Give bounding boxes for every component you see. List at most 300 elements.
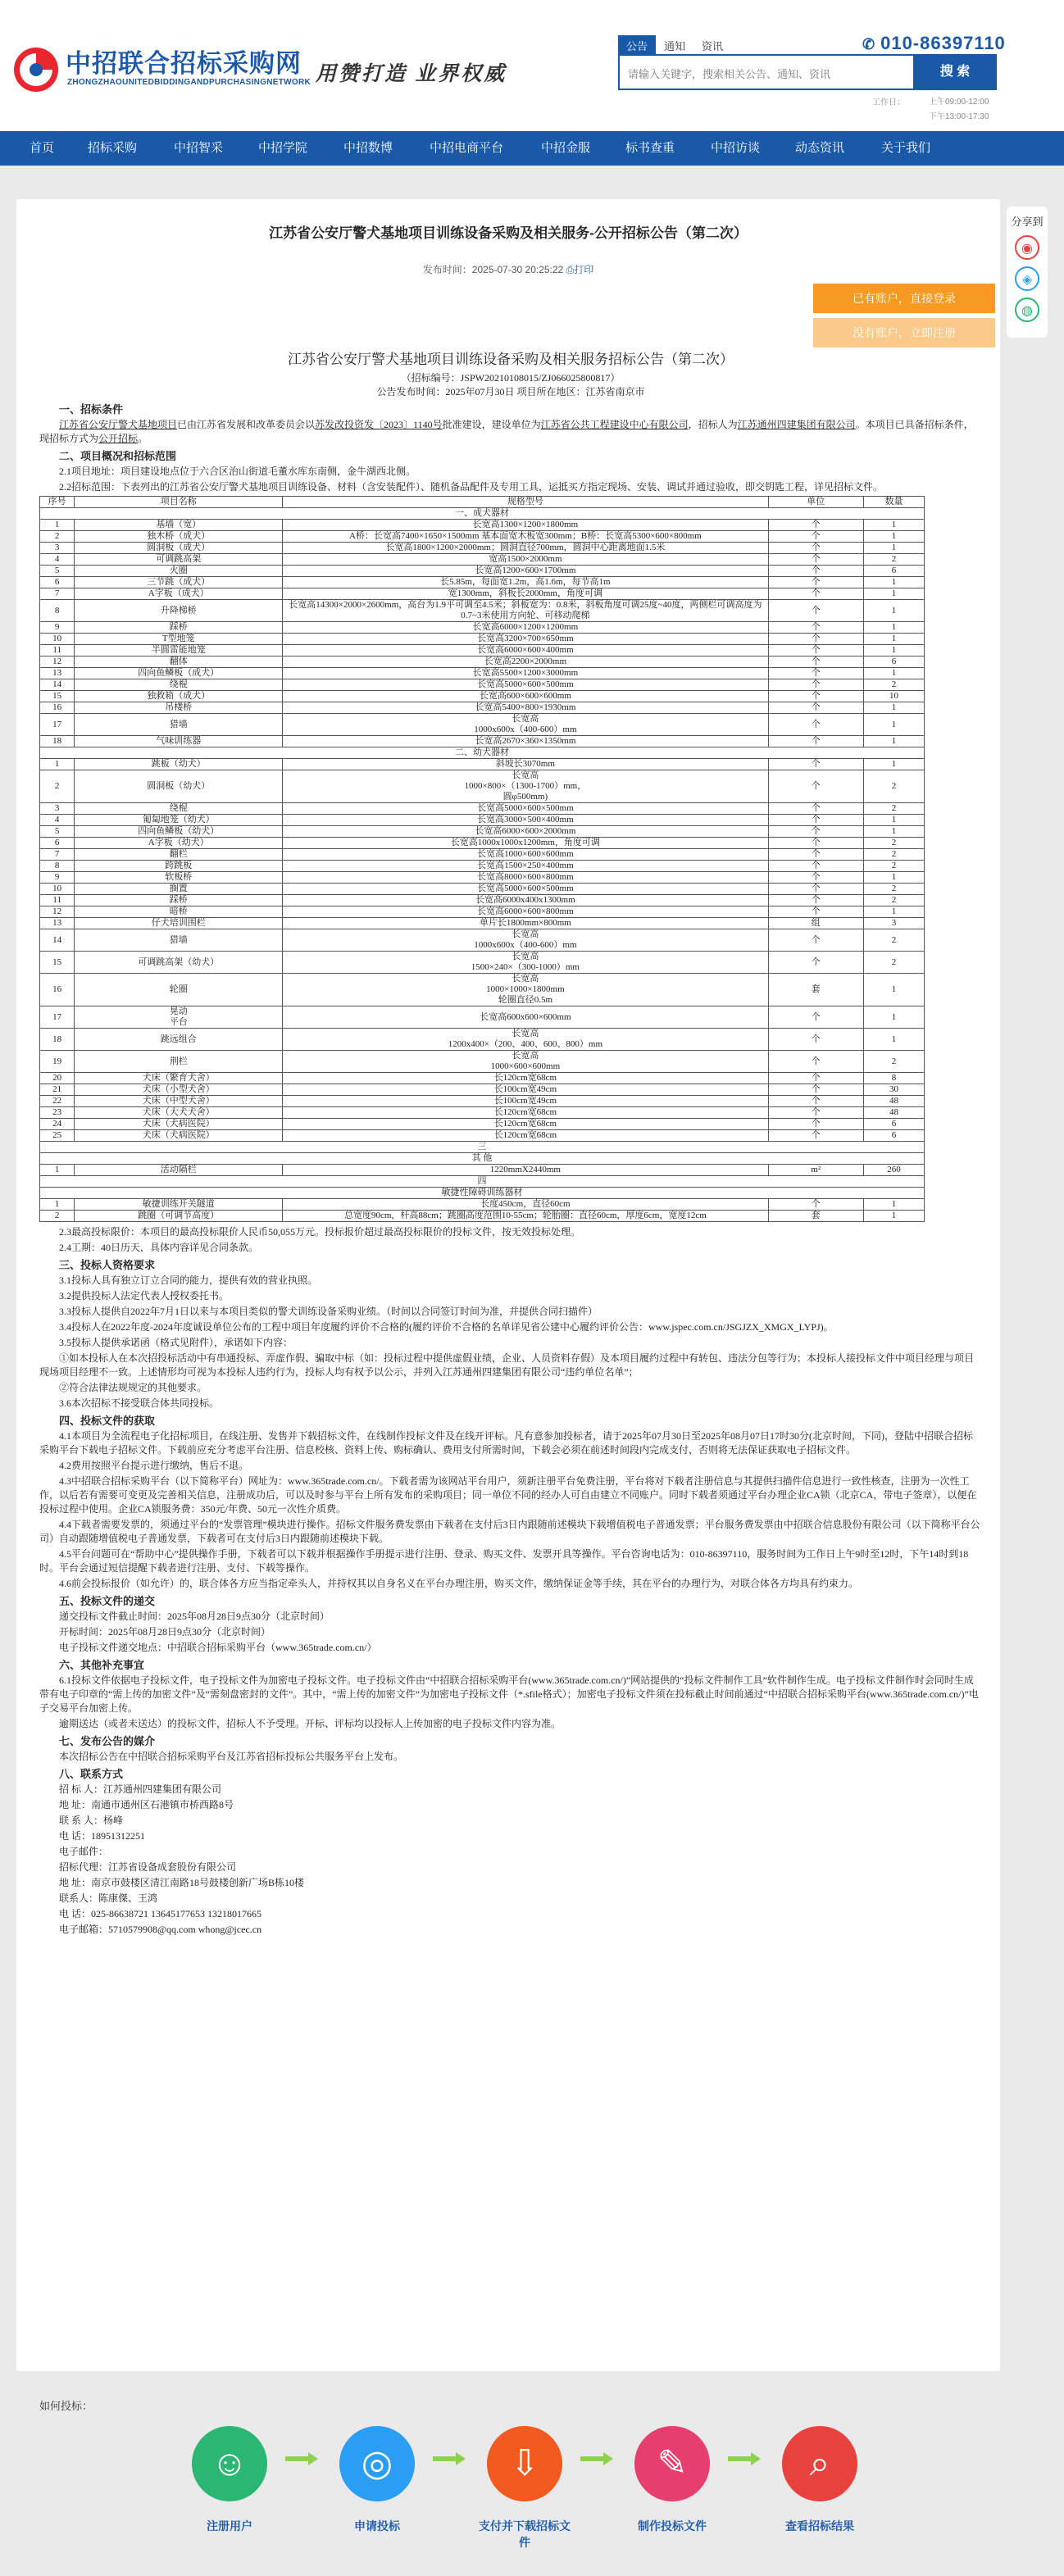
print-link[interactable]: 打印	[574, 264, 594, 275]
table-cell: 猎墙	[75, 714, 283, 736]
table-cell: 荆栏	[75, 1051, 283, 1073]
logo-icon	[11, 45, 61, 94]
table-cell: 长宽高1000×600×600mm	[283, 849, 768, 861]
table-cell: 长宽高5000×600×500mm	[283, 803, 768, 815]
logo-subtitle: ZHONGZHAOUNITEDBIDDINGANDPURCHASINGNETWORK	[67, 78, 311, 87]
table-cell: 长100cm宽49cm	[283, 1084, 768, 1096]
table-cell: 个	[768, 1130, 863, 1142]
table-cell: 21	[40, 1084, 75, 1096]
table-cell: 1	[863, 736, 924, 747]
flow-step-label: 注册用户	[207, 2519, 252, 2533]
table-cell: 长宽高6000x400x1300mm	[283, 895, 768, 906]
section-1-title: 一、招标条件	[59, 403, 124, 416]
table-cell: 17	[40, 714, 75, 736]
table-cell: 个	[768, 520, 863, 531]
flow-step-label: 制作投标文件	[638, 2519, 707, 2533]
contact-line: 电子邮箱：5710579908@qq.com whong@jcec.cn	[59, 1924, 262, 1935]
table-row	[40, 838, 925, 849]
wechat-icon[interactable]: ◍	[1015, 298, 1039, 322]
table-cell: 1	[863, 531, 924, 543]
section-6-title: 六、其他补充事宜	[59, 1659, 145, 1671]
worktime-label: 工作日：	[872, 98, 905, 107]
table-cell: 基墙（宽）	[75, 520, 283, 531]
table-cell: 2	[863, 952, 924, 974]
table-cell: 单片长1800mm×800mm	[283, 918, 768, 929]
table-cell: 1	[863, 815, 924, 826]
arrow-right-icon	[728, 2452, 761, 2465]
section-label: 四	[40, 1176, 925, 1188]
table-cell: 长宽高6000×600×2000mm	[283, 826, 768, 838]
nav-checker[interactable]: 标书查重	[625, 141, 675, 155]
table-cell: 个	[768, 566, 863, 577]
table-cell: 长宽高 1200x400×（200、400、600、800）mm	[283, 1029, 768, 1051]
flow-step-icon: ✎	[634, 2426, 710, 2501]
table-cell: 犬床（犬病医院）	[75, 1119, 283, 1130]
section-5-title: 五、投标文件的递交	[59, 1595, 156, 1607]
table-cell: 翻栏	[75, 849, 283, 861]
table-cell: 个	[768, 600, 863, 622]
flow-step-label: 查看招标结果	[785, 2519, 854, 2533]
table-cell: 19	[40, 1051, 75, 1073]
table-cell: 跳圈（可调节高度）	[75, 1211, 283, 1222]
table-cell: 猎墙	[75, 929, 283, 952]
table-row	[40, 554, 925, 566]
print-icon[interactable]: ⎙	[566, 264, 575, 275]
get-4-3: 4.3中招联合招标采购平台（以下简称平台）网址为：www.365trade.com.cn/。下载者需为该网站平台用户，须新注册平台免费注册，平台将对下载者注册信息与其提供扫描件信息进行一致性核查，注册为一次性工作，以后若有需要可变更及完善相关信息，注册成功后，可以及时参与平台上所有发布的采购项目；同一单位不同的经办人可自由建立不同账户。同时下载者须通过平台办理企业CA锁（北京CA，带电子签章），以便在投标过程中使用。企业CA锁服务费：350元/年费、50元一次性介质费。	[39, 1475, 977, 1515]
table-cell: 独救箱（成犬）	[75, 691, 283, 702]
table-cell: 个	[768, 1029, 863, 1051]
section-label: 敏捷性障碍训练器材	[40, 1188, 925, 1199]
table-row	[40, 1165, 925, 1176]
req-3-5-a: ①如本投标人在本次招投标活动中有串通投标、弄虚作假、骗取中标（如：投标过程中提供虚假业绩，企业、人员资料存假）及本项目履约过程中有转包、违法分包等行为；本投标人接投标文件中项目经理与项目现场项目经理不一致。上述情形均可视为本投标人违约行为，投标人均有权予以公示，并列入江苏通州四建集团有限公司“违约单位名单”；	[39, 1352, 975, 1378]
nav-databo[interactable]: 中招数博	[343, 141, 393, 155]
table-cell: 个	[768, 838, 863, 849]
req-3-5: 3.5投标人提供承诺函（格式见附件），承诺如下内容：	[59, 1337, 293, 1348]
req-3-5-b: ②符合法律法规规定的其他要求。	[59, 1382, 207, 1393]
table-cell: 3	[40, 803, 75, 815]
table-section-row	[40, 1142, 925, 1153]
table-row	[40, 668, 925, 679]
table-cell: 长120cm宽68cm	[283, 1130, 768, 1142]
table-cell: 11	[40, 895, 75, 906]
table-cell: 个	[768, 1107, 863, 1119]
table-cell: 宽高1500×2000mm	[283, 554, 768, 566]
table-cell: 1	[863, 1006, 924, 1029]
table-cell: 15	[40, 691, 75, 702]
table-cell: 2	[40, 770, 75, 803]
table-cell: 3	[40, 543, 75, 554]
table-cell: 长宽高5000×600×500mm	[283, 884, 768, 895]
table-row	[40, 634, 925, 645]
req-3-6: 3.6本次招标不接受联合体共同投标。	[59, 1397, 220, 1409]
table-cell: 2	[863, 679, 924, 691]
table-section-row	[40, 1176, 925, 1188]
req-3-3: 3.3投标人提供自2022年7月1日以来与本项目类似的警犬训练设备采购业绩。（时间以合同签订时间为准，并提供合同扫描件）	[59, 1306, 598, 1317]
table-cell: 1220mmX2440mm	[283, 1165, 768, 1176]
table-cell: 套	[768, 1211, 863, 1222]
table-cell: 17	[40, 1006, 75, 1029]
table-cell: 长宽高3200×700×650mm	[283, 634, 768, 645]
section-label: 三	[40, 1142, 925, 1153]
table-cell: 1	[863, 577, 924, 588]
section-label: 其 他	[40, 1153, 925, 1165]
table-cell: 个	[768, 736, 863, 747]
table-cell: 8	[40, 861, 75, 872]
deadline: 递交投标文件截止时间：2025年08月28日9点30分（北京时间）	[59, 1611, 330, 1622]
phone-icon: ✆	[862, 36, 876, 52]
table-row	[40, 588, 925, 600]
table-cell: 踩桥	[75, 622, 283, 634]
login-button[interactable]: 已有账户，直接登录	[813, 284, 995, 313]
table-row	[40, 656, 925, 668]
table-cell: 个	[768, 1096, 863, 1107]
table-cell: 跳板（幼犬）	[75, 759, 283, 770]
get-4-5: 4.5平台问题可在“帮助中心”提供操作手册，下载者可以下载并根据操作手册提示进行注册、登录、购买文件、发票开具等操作。平台咨询电话为：010-86397110，服务时间为工作日上午9时至12时，下午14时到18时。平台会通过短信提醒下载者进行注册、支付、下载等操作。	[39, 1548, 969, 1574]
nav-home[interactable]: 首页	[30, 141, 55, 155]
table-cell: 长宽高3000×500×400mm	[283, 815, 768, 826]
table-cell: 5	[40, 826, 75, 838]
table-cell: 个	[768, 826, 863, 838]
table-row	[40, 531, 925, 543]
table-cell: 四向鱼鳞板（成犬）	[75, 668, 283, 679]
table-cell: 个	[768, 770, 863, 803]
table-row	[40, 691, 925, 702]
table-cell: 14	[40, 679, 75, 691]
flow-label: 如何投标：	[39, 2400, 93, 2412]
get-4-4: 4.4下载者需要发票的，须通过平台的“发票管理”模块进行操作。招标文件服务费发票由下载者在支付后3日内跟随前述模块下载增值税电子普通发票；平台服务费发票由中招联合信息股份有限公司（以下简称平台公司）自动跟随增值税电子普通发票，下载者可在支付后3日内跟随前述模块下载。	[39, 1519, 980, 1544]
table-row	[40, 826, 925, 838]
table-cell: 个	[768, 884, 863, 895]
table-cell: 长宽高1000x1000x1200mm，角度可调	[283, 838, 768, 849]
table-cell: 1	[863, 588, 924, 600]
table-cell: 14	[40, 929, 75, 952]
other-6-1: 6.1投标文件依据电子投标文件，电子投标文件为加密电子投标文件。电子投标文件由“中招联合招标采购平台(www.365trade.com.cn/)”网站提供的“投标文件制作工具”软件制作生成。电子投标文件制作时会同时生成带有电子印章的“需上传的加密文件”及“需刻盘密封的文件”。其中，“需上传的加密文件”为加密电子投标文件（*.sfile格式）；加密电子投标文件须在投标截止时间前通过“中招联合招标采购平台(www.365trade.com.cn/)”电子交易平台加密上传。	[39, 1674, 979, 1714]
table-cell: 个	[768, 929, 863, 952]
table-cell: A字板（幼犬）	[75, 838, 283, 849]
table-row	[40, 872, 925, 884]
table-cell: 长宽高 1000x600x（400-600）mm	[283, 929, 768, 952]
search-tab-inform[interactable]: 通知	[664, 40, 686, 52]
col-item: 项目名称	[75, 497, 283, 508]
main-nav	[0, 131, 1064, 166]
flow-step[interactable]	[475, 2426, 574, 2551]
table-cell: 2	[863, 803, 924, 815]
table-cell: 2	[863, 929, 924, 952]
table-cell: 个	[768, 645, 863, 656]
duration: 2.4工期：40日历天，具体内容详见合同条款。	[59, 1242, 259, 1253]
table-cell: 敏捷训练开关隧道	[75, 1199, 283, 1211]
table-cell: 犬床（中型犬舍）	[75, 1096, 283, 1107]
table-cell: 个	[768, 656, 863, 668]
table-cell: 长宽高 1000×600×600mm	[283, 1051, 768, 1073]
nav-academy[interactable]: 中招学院	[258, 141, 308, 155]
slogan: 用赞打造 业界权威	[316, 63, 507, 85]
req-3-2: 3.2提供投标人法定代表人授权委托书。	[59, 1290, 230, 1302]
col-no: 序号	[40, 497, 75, 508]
table-cell: 长宽高1200×600×1700mm	[283, 566, 768, 577]
table-row	[40, 577, 925, 588]
table-row	[40, 770, 925, 803]
logo-title: 中招联合招标采购网	[66, 49, 302, 78]
table-cell: 长宽高 1500×240×（300-1000）mm	[283, 952, 768, 974]
table-row	[40, 1006, 925, 1029]
table-row	[40, 1084, 925, 1096]
table-cell: 长宽高8000×600×800mm	[283, 872, 768, 884]
table-cell: 13	[40, 918, 75, 929]
table-row	[40, 736, 925, 747]
table-cell: 个	[768, 803, 863, 815]
table-cell: 个	[768, 1073, 863, 1084]
table-cell: 11	[40, 645, 75, 656]
table-row	[40, 759, 925, 770]
table-row	[40, 803, 925, 815]
table-cell: 3	[863, 918, 924, 929]
table-cell: 2	[863, 849, 924, 861]
table-cell: 个	[768, 1084, 863, 1096]
table-cell: 18	[40, 736, 75, 747]
table-cell: 活动隔栏	[75, 1165, 283, 1176]
qq-icon[interactable]: ◈	[1015, 266, 1039, 291]
col-spec: 规格型号	[283, 497, 768, 508]
nav-finance[interactable]: 中招金服	[541, 141, 591, 155]
nav-news[interactable]: 动态资讯	[795, 141, 845, 155]
table-cell: 16	[40, 974, 75, 1006]
table-cell: 个	[768, 622, 863, 634]
contact-line: 招标代理：江苏省设备成套股份有限公司	[59, 1861, 237, 1873]
table-cell: 10	[40, 884, 75, 895]
nav-interview[interactable]: 中招访谈	[711, 141, 761, 155]
table-row	[40, 952, 925, 974]
search-tab-news[interactable]: 资讯	[702, 40, 724, 52]
worktime	[929, 95, 989, 125]
table-row	[40, 566, 925, 577]
table-cell: 30	[863, 1084, 924, 1096]
table-cell: 长宽高2670×360×1350mm	[283, 736, 768, 747]
table-cell: 犬床（繁育犬舍）	[75, 1073, 283, 1084]
contact-line: 联 系 人：杨峰	[59, 1815, 124, 1826]
table-cell: 匍匐地笼（幼犬）	[75, 815, 283, 826]
table-cell: 个	[768, 679, 863, 691]
table-section-row	[40, 747, 925, 759]
table-cell: 9	[40, 872, 75, 884]
table-cell: 跨跳板	[75, 861, 283, 872]
contact-line: 电 话：025-86638721 13645177653 13218017665	[59, 1908, 261, 1920]
table-cell: 长宽高6000×600×400mm	[283, 645, 768, 656]
table-cell: 个	[768, 872, 863, 884]
flow-step[interactable]	[180, 2426, 279, 2534]
table-row	[40, 1199, 925, 1211]
table-cell: 长度450cm，直径60cm	[283, 1199, 768, 1211]
table-cell: 2	[40, 1211, 75, 1222]
table-row	[40, 1029, 925, 1051]
table-cell: A桥：长宽高7400×1650×1500mm 基本面宽木板宽300mm；B桥：长宽高5300×600×800mm	[283, 531, 768, 543]
table-cell: A字板（成犬）	[75, 588, 283, 600]
table-cell: 9	[40, 622, 75, 634]
table-cell: 15	[40, 952, 75, 974]
table-cell: 1	[863, 906, 924, 918]
table-cell: 总宽度90cm，杆高88cm；跳圈高度范围10-55cm；轮胎圈：直径60cm，厚度6cm，宽度12cm	[283, 1211, 768, 1222]
table-cell: 软板桥	[75, 872, 283, 884]
req-3-1: 3.1投标人具有独立订立合同的能力，提供有效的营业执照。	[59, 1274, 318, 1286]
flow-step-label: 支付并下载招标文件	[479, 2519, 571, 2549]
price-limit: 2.3最高投标限价：本项目的最高投标限价人民币50,055万元。投标报价超过最高投标限价的投标文件，按无效投标处理。	[59, 1226, 581, 1238]
contact-line: 招 标 人：江苏通州四建集团有限公司	[59, 1783, 222, 1795]
flow-step[interactable]	[771, 2426, 869, 2534]
table-section-row	[40, 1188, 925, 1199]
register-button[interactable]: 没有账户，立即注册	[813, 318, 995, 348]
table-cell: 暗桥	[75, 906, 283, 918]
flow-step-label: 申请投标	[354, 2519, 400, 2533]
table-cell: 长宽高1300×1200×1800mm	[283, 520, 768, 531]
table-cell: 2	[863, 861, 924, 872]
search-input[interactable]: 请输入关键字，搜索相关公告、通知、资讯	[618, 54, 962, 90]
nav-ecommerce[interactable]: 中招电商平台	[430, 141, 504, 155]
table-cell: 1	[863, 622, 924, 634]
table-cell: 个	[768, 815, 863, 826]
table-cell: 火圈	[75, 566, 283, 577]
table-cell: 8	[40, 600, 75, 622]
table-cell: 4	[40, 815, 75, 826]
section-3-title: 三、投标人资格要求	[59, 1259, 156, 1271]
worktime-am: 上午09:00-12:00	[929, 98, 989, 107]
table-row	[40, 1130, 925, 1142]
table-cell: 1	[863, 1211, 924, 1222]
table-cell: 长宽高5000×600×500mm	[283, 679, 768, 691]
table-cell: 1	[863, 702, 924, 714]
table-row	[40, 600, 925, 622]
nav-bidding[interactable]: 招标采购	[88, 141, 138, 155]
page-title: 江苏省公安厅警犬基地项目训练设备采购及相关服务-公开招标公告（第二次）	[269, 225, 748, 241]
table-cell: 1	[863, 974, 924, 1006]
table-cell: 长宽高2200×2000mm	[283, 656, 768, 668]
table-cell: 踩桥	[75, 895, 283, 906]
section-2-title: 二、项目概况和招标范围	[59, 450, 177, 462]
table-cell: 仔犬培训围栏	[75, 918, 283, 929]
table-cell: 6	[40, 577, 75, 588]
table-cell: 跳远组合	[75, 1029, 283, 1051]
table-cell: 绕棍	[75, 679, 283, 691]
section-1-text: 江苏省公安厅警犬基地项目已由江苏省发展和改革委员会以苏发改投资发〔2023〕1140号批准建设，建设单位为江苏省公共工程建设中心有限公司，招标人为江苏通州四建集团有限公司。本项目已具备招标条件，现招标方式为公开招标。	[39, 419, 974, 444]
publish-meta	[16, 262, 1000, 276]
contact-line: 电 话：18951312251	[59, 1830, 146, 1842]
date-line: 公告发布时间：2025年07月30日 项目所在地区：江苏省南京市	[376, 386, 645, 398]
table-cell: 三节跳（成犬）	[75, 577, 283, 588]
arrow-right-icon	[285, 2452, 318, 2465]
table-cell: 2	[863, 770, 924, 803]
table-row	[40, 929, 925, 952]
table-cell: T型地笼	[75, 634, 283, 645]
flow-step-icon: ◎	[339, 2426, 415, 2501]
search-button[interactable]: 搜 索	[913, 54, 997, 90]
table-cell: 7	[40, 849, 75, 861]
publish-label: 发布时间：	[422, 264, 472, 275]
table-cell: 1	[40, 759, 75, 770]
table-row	[40, 622, 925, 634]
table-cell: 6	[863, 566, 924, 577]
table-cell: 个	[768, 895, 863, 906]
table-cell: 宽1300mm，斜板长2000mm，角度可调	[283, 588, 768, 600]
table-cell: 13	[40, 668, 75, 679]
table-cell: 18	[40, 1029, 75, 1051]
table-cell: 1	[863, 1199, 924, 1211]
table-cell: 20	[40, 1073, 75, 1084]
weibo-icon[interactable]: ◉	[1015, 235, 1039, 260]
table-cell: 个	[768, 1006, 863, 1029]
contact-line: 地 址：南通市通州区石港镇市桥西路8号	[59, 1799, 234, 1810]
get-4-1: 4.1本项目为全流程电子化招标项目，在线注册、发售并下载招标文件，在线制作投标文件及在线开评标。凡有意参加投标者，请于2025年07月30日至2025年08月07日17时30分(北京时间，下同)，登陆中招联合招标采购平台下载电子招标文件。下载前应充分考虑平台注册、信息校核、资料上传、购标确认、费用支付所需时间，下载会必须在前述时间段内完成支付，否则将无法保证获取电子招标文件。	[39, 1430, 973, 1456]
table-cell: 长宽高600x600×600mm	[283, 1006, 768, 1029]
get-4-6: 4.6前会投标报价（如允许）的，联合体各方应当指定牵头人，并持权其以自身名义在平台办理注册，购买文件，缴纳保证金等手续，其在平台的办理行为，对联合体各方均具有约束力。	[59, 1578, 859, 1589]
table-cell: 1	[863, 520, 924, 531]
table-cell: 个	[768, 849, 863, 861]
table-cell: 10	[863, 691, 924, 702]
table-cell: 长宽高6000×600×800mm	[283, 906, 768, 918]
table-cell: 圆洞板（幼犬）	[75, 770, 283, 803]
search-tab-notice[interactable]: 公告	[618, 35, 656, 56]
table-header	[40, 497, 925, 508]
table-row	[40, 1096, 925, 1107]
table-cell: 长宽高5400×800×1930mm	[283, 702, 768, 714]
section-label: 一、成犬器材	[40, 508, 925, 520]
nav-zhicai[interactable]: 中招智采	[174, 141, 224, 155]
table-cell: 个	[768, 531, 863, 543]
table-cell: 组	[768, 918, 863, 929]
table-cell: 可调跳高架（幼犬）	[75, 952, 283, 974]
table-cell: 个	[768, 702, 863, 714]
table-row	[40, 520, 925, 531]
arrow-right-icon	[433, 2452, 466, 2465]
table-cell: 吊楼桥	[75, 702, 283, 714]
table-cell: 1	[863, 714, 924, 736]
table-cell: 长120cm宽68cm	[283, 1107, 768, 1119]
table-cell: 4	[40, 554, 75, 566]
flow-step-icon: ⇩	[487, 2426, 562, 2501]
table-cell: 2	[40, 531, 75, 543]
table-cell: 个	[768, 1119, 863, 1130]
table-cell: 12	[40, 656, 75, 668]
table-cell: 1	[863, 1029, 924, 1051]
flow-step-icon: ☺	[192, 2426, 267, 2501]
flow-step[interactable]	[623, 2426, 721, 2534]
table-cell: 1	[863, 826, 924, 838]
table-cell: 16	[40, 702, 75, 714]
open-time: 开标时间：2025年08月28日9点30分（北京时间）	[59, 1626, 271, 1638]
flow-step[interactable]	[328, 2426, 426, 2534]
hotline	[862, 33, 1006, 54]
table-cell: 个	[768, 1199, 863, 1211]
inner-title: 江苏省公安厅警犬基地项目训练设备采购及相关服务招标公告（第二次）	[288, 352, 734, 367]
table-cell: 260	[863, 1165, 924, 1176]
table-cell: 1	[863, 645, 924, 656]
table-cell: 1	[40, 1199, 75, 1211]
table-cell: 个	[768, 588, 863, 600]
table-cell: 个	[768, 634, 863, 645]
table-cell: 个	[768, 759, 863, 770]
table-cell: 1	[40, 520, 75, 531]
table-cell: 6	[40, 838, 75, 849]
section-2-scope: 2.2招标范围：下表列出的江苏省公安厅警犬基地项目训练设备、材料（含安装配件）、随机备品配件及专用工具，运抵买方指定现场、安装、调试并通过验收，即交钥匙工程，详见招标文件。	[59, 481, 884, 493]
media: 本次招标公告在中招联合招标采购平台及江苏省招标投标公共服务平台上发布。	[59, 1751, 404, 1762]
table-row	[40, 1051, 925, 1073]
table-cell: 翻体	[75, 656, 283, 668]
nav-about[interactable]: 关于我们	[881, 141, 931, 155]
table-cell: 半圆雷能地笼	[75, 645, 283, 656]
worktime-pm: 下午13:00-17:30	[929, 112, 989, 121]
table-row	[40, 543, 925, 554]
table-cell: 48	[863, 1107, 924, 1119]
table-cell: 12	[40, 906, 75, 918]
table-cell: 6	[863, 1119, 924, 1130]
